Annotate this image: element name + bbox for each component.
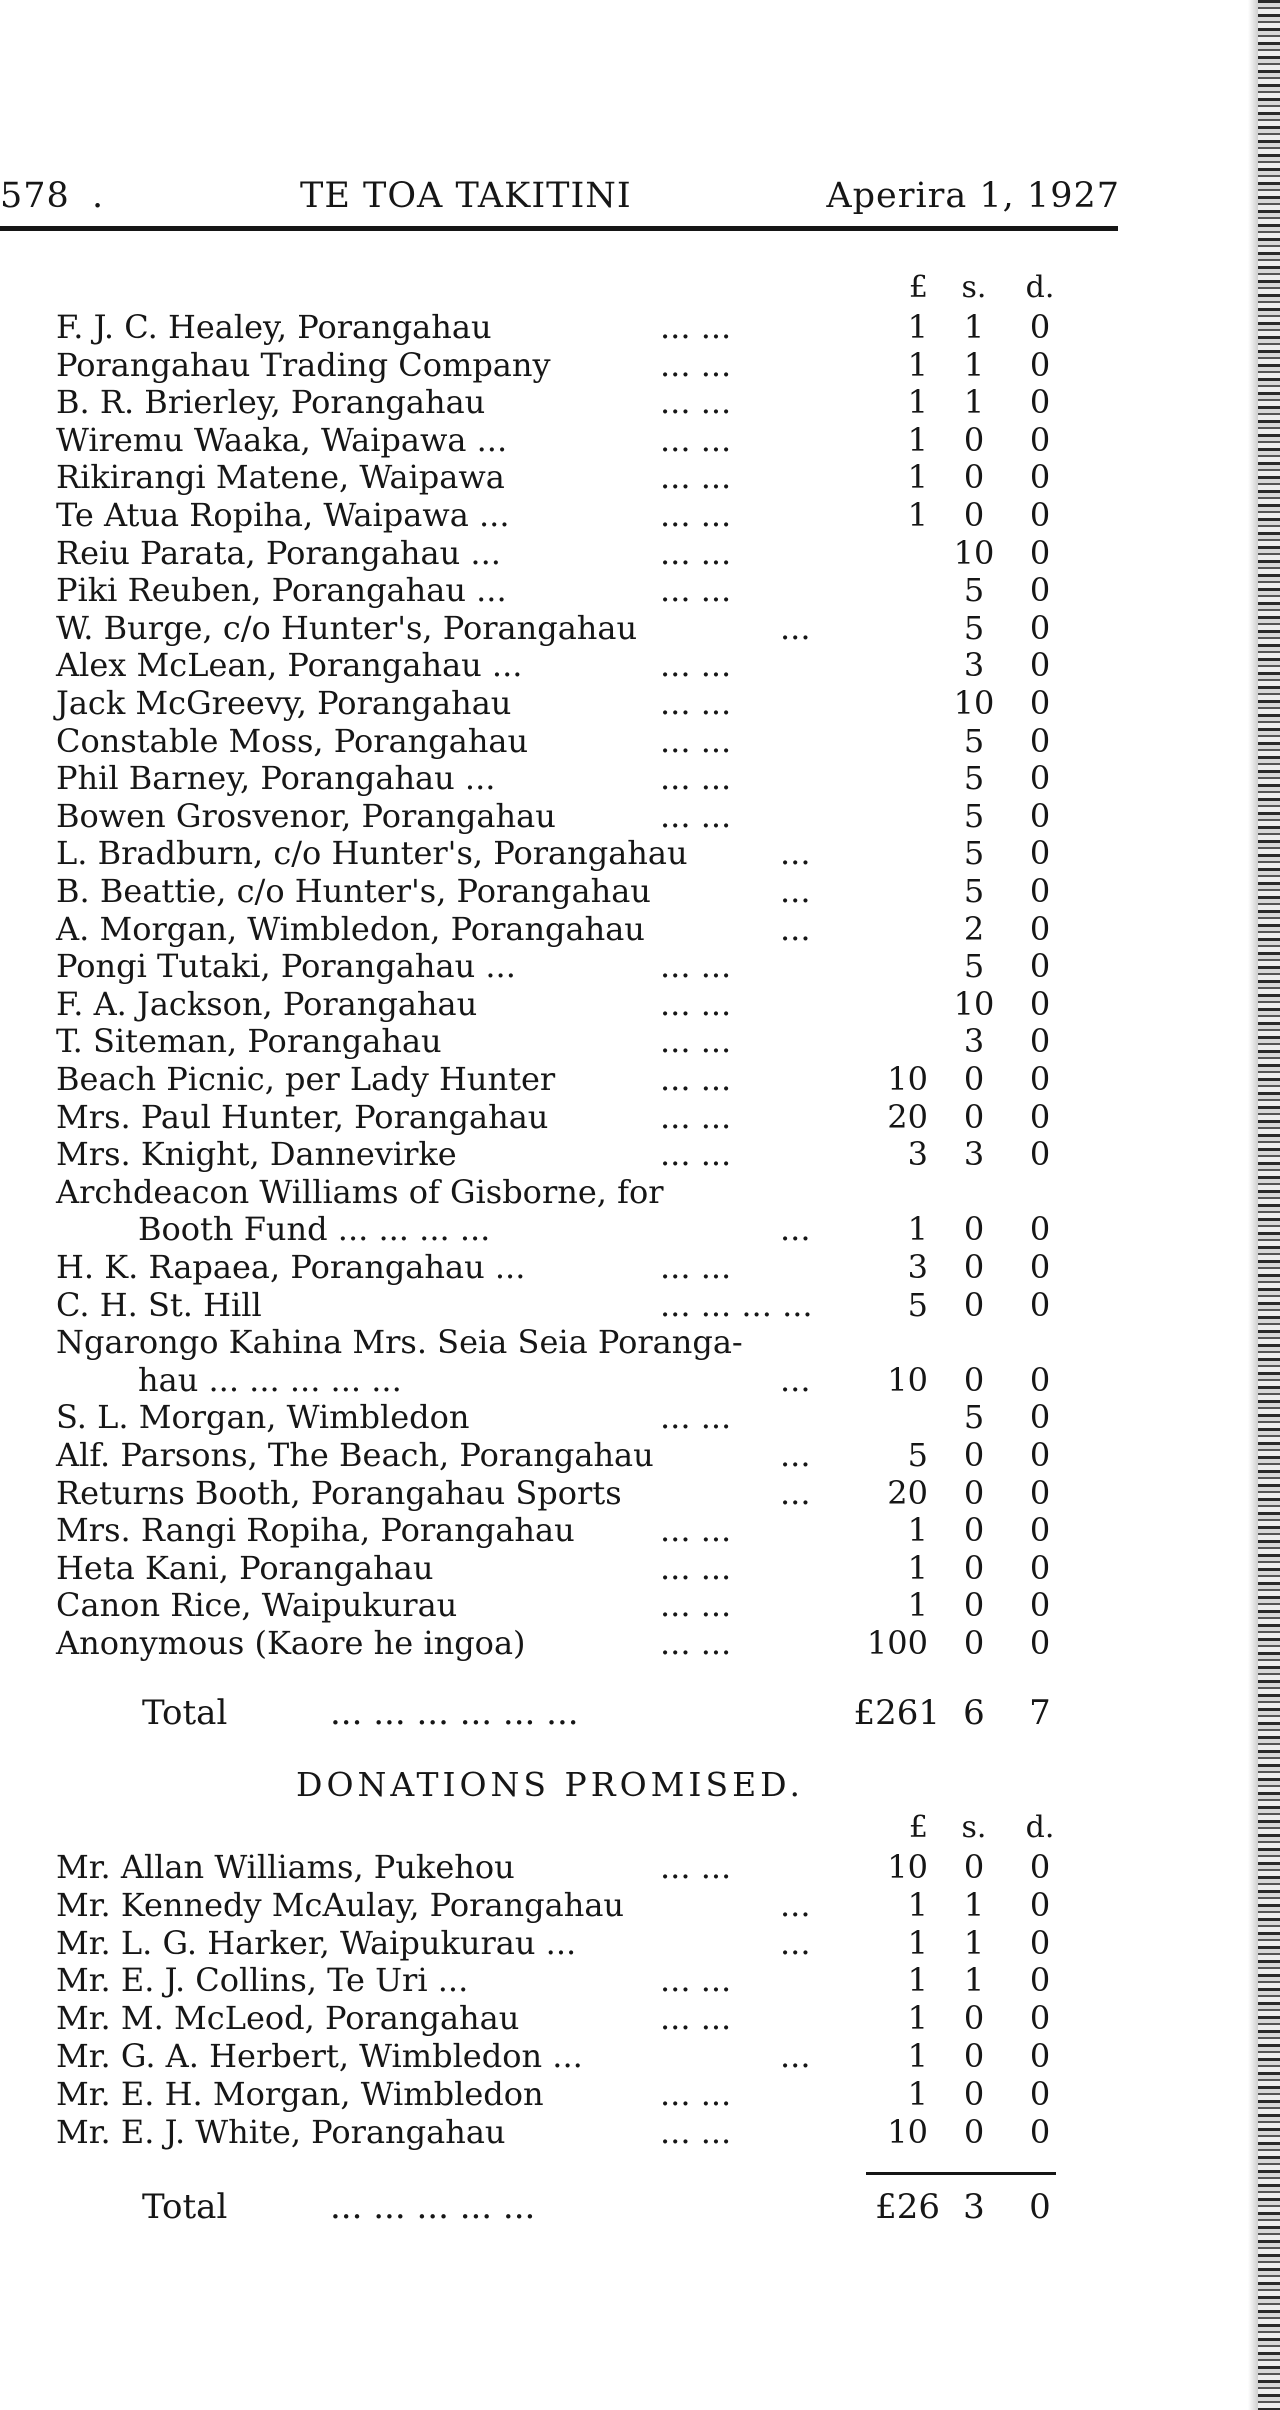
donation-row bbox=[0, 1473, 1100, 1513]
donor-name: Canon Rice, Waipukurau bbox=[56, 1586, 458, 1625]
leader-dots: ... bbox=[780, 1885, 811, 1924]
shillings-value: 0 bbox=[963, 1097, 985, 1136]
pence-value: 0 bbox=[1029, 1097, 1051, 1136]
donor-name: Mr. L. G. Harker, Waipukurau ... bbox=[56, 1923, 577, 1962]
donor-name: Mr. M. McLeod, Porangahau bbox=[56, 1999, 520, 2038]
pounds-value: 1 bbox=[907, 1923, 928, 1962]
donation-row bbox=[0, 1097, 1100, 1137]
pence-value: 0 bbox=[1029, 608, 1051, 647]
leader-dots: ... ... bbox=[660, 684, 732, 722]
donor-name: Mr. E. J. Collins, Te Uri ... bbox=[56, 1961, 469, 2000]
donor-name: B. Beattie, c/o Hunter's, Porangahau bbox=[56, 872, 651, 910]
leader-dots: ... ... bbox=[660, 646, 732, 685]
leader-dots: ... ... ... ... ... bbox=[330, 2187, 536, 2227]
donor-name: Mr. G. A. Herbert, Wimbledon ... bbox=[56, 2037, 583, 2075]
leader-dots: ... ... ... ... bbox=[660, 1285, 813, 1324]
pounds-value: 10 bbox=[887, 1060, 928, 1098]
donor-name: F. J. C. Healey, Porangahau bbox=[56, 308, 492, 346]
pence-value: 0 bbox=[1029, 308, 1051, 346]
shillings-value: 3 bbox=[963, 646, 985, 685]
pence-value: 0 bbox=[1029, 1473, 1051, 1512]
shillings-value: 5 bbox=[963, 834, 985, 873]
pence-value: 0 bbox=[1029, 383, 1051, 422]
shillings-value: 5 bbox=[963, 608, 985, 647]
donation-row bbox=[0, 1548, 1100, 1588]
leader-dots: ... bbox=[780, 1360, 811, 1399]
donor-name: Mr. Allan Williams, Pukehou bbox=[56, 1848, 515, 1886]
shillings-value: 10 bbox=[953, 984, 995, 1023]
pounds-value: 20 bbox=[887, 1097, 928, 1136]
leader-dots: ... ... bbox=[660, 1248, 732, 1286]
donor-name: Mr. Kennedy McAulay, Porangahau bbox=[56, 1885, 624, 1924]
leader-dots: ... bbox=[780, 1436, 811, 1474]
donor-name: B. R. Brierley, Porangahau bbox=[56, 383, 486, 422]
donation-row bbox=[0, 645, 1100, 685]
donor-name: Anonymous (Kaore he ingoa) bbox=[56, 1624, 526, 1662]
leader-dots: ... ... bbox=[660, 420, 732, 459]
donation-row bbox=[0, 1172, 1100, 1249]
leader-dots: ... ... bbox=[660, 759, 732, 798]
pounds-value: 1 bbox=[907, 458, 928, 497]
total-pence: 7 bbox=[1029, 1693, 1051, 1733]
pounds-value: 1 bbox=[907, 308, 928, 346]
leader-dots: ... ... bbox=[660, 1097, 732, 1136]
leader-dots: ... ... bbox=[660, 1961, 732, 2000]
page-edge-shadow bbox=[1248, 0, 1258, 2410]
shillings-value: 1 bbox=[963, 1885, 985, 1924]
leader-dots: ... ... bbox=[660, 383, 732, 422]
shillings-value: 1 bbox=[963, 1923, 985, 1962]
promised-row bbox=[0, 2074, 1100, 2114]
pence-value: 0 bbox=[1029, 796, 1051, 835]
pence-value: 0 bbox=[1029, 1548, 1051, 1587]
publication-title: TE TOA TAKITINI bbox=[300, 176, 632, 216]
donations-total-row bbox=[0, 1693, 1100, 1733]
donation-row bbox=[0, 833, 1100, 873]
shillings-value: 1 bbox=[963, 383, 985, 422]
shillings-value: 0 bbox=[963, 1436, 985, 1474]
donor-name: Mr. E. H. Morgan, Wimbledon bbox=[56, 2074, 544, 2113]
donation-row bbox=[0, 420, 1100, 460]
donor-name: Mrs. Knight, Dannevirke bbox=[56, 1135, 457, 1174]
donation-row bbox=[0, 1397, 1100, 1437]
donation-row bbox=[0, 1021, 1100, 1061]
promised-row bbox=[0, 1847, 1100, 1887]
donation-row bbox=[0, 1134, 1100, 1174]
donor-name: Porangahau Trading Company bbox=[56, 345, 551, 384]
pence-value: 0 bbox=[1029, 1624, 1051, 1662]
leader-dots: ... ... bbox=[660, 721, 732, 760]
pounds-value: 1 bbox=[907, 1511, 928, 1550]
total-label: Total bbox=[142, 1693, 228, 1733]
donation-row bbox=[0, 1510, 1100, 1550]
shillings-value: 0 bbox=[963, 420, 985, 459]
donor-name: A. Morgan, Wimbledon, Porangahau bbox=[56, 909, 645, 948]
pence-value: 0 bbox=[1029, 1360, 1051, 1399]
shillings-value: 2 bbox=[963, 909, 985, 948]
pence-value: 0 bbox=[1029, 1999, 1051, 2038]
shillings-value: 5 bbox=[963, 759, 985, 798]
shillings-header: s. bbox=[961, 270, 987, 305]
leader-dots: ... bbox=[780, 1923, 811, 1962]
pence-value: 0 bbox=[1029, 909, 1051, 948]
pounds-value: 1 bbox=[907, 1961, 928, 2000]
donor-name: Constable Moss, Porangahau bbox=[56, 721, 529, 760]
leader-dots: ... ... bbox=[660, 1135, 732, 1174]
shillings-header: s. bbox=[961, 1810, 987, 1845]
pounds-value: 1 bbox=[907, 1210, 928, 1249]
shillings-value: 10 bbox=[953, 684, 995, 722]
pence-value: 0 bbox=[1029, 1586, 1051, 1625]
donation-row bbox=[0, 307, 1100, 347]
donor-name: T. Siteman, Porangahau bbox=[56, 1022, 442, 1061]
pence-value: 0 bbox=[1029, 1022, 1051, 1061]
pounds-value: 10 bbox=[887, 1848, 928, 1886]
pence-value: 0 bbox=[1029, 834, 1051, 873]
donation-row bbox=[0, 1285, 1100, 1325]
leader-dots: ... ... bbox=[660, 308, 732, 346]
total-label: Total bbox=[142, 2187, 228, 2227]
pence-value: 0 bbox=[1029, 1436, 1051, 1474]
section-heading-donations-promised: DONATIONS PROMISED. bbox=[296, 1765, 804, 1804]
leader-dots: ... ... bbox=[660, 1398, 732, 1437]
pence-header: d. bbox=[1025, 1810, 1055, 1845]
pounds-header: £ bbox=[908, 270, 928, 305]
donor-name: Returns Booth, Porangahau Sports bbox=[56, 1473, 622, 1512]
pounds-value: 1 bbox=[907, 420, 928, 459]
donor-name: L. Bradburn, c/o Hunter's, Porangahau bbox=[56, 834, 688, 873]
leader-dots: ... bbox=[780, 834, 811, 873]
donor-name: S. L. Morgan, Wimbledon bbox=[56, 1398, 470, 1437]
shillings-value: 0 bbox=[963, 2037, 985, 2075]
leader-dots: ... ... bbox=[660, 1848, 732, 1886]
donation-row bbox=[0, 683, 1100, 723]
donor-name: Pongi Tutaki, Porangahau ... bbox=[56, 947, 516, 986]
pence-value: 0 bbox=[1029, 533, 1051, 572]
leader-dots: ... ... bbox=[660, 1624, 732, 1662]
pence-value: 0 bbox=[1029, 1511, 1051, 1550]
shillings-value: 0 bbox=[963, 1999, 985, 2038]
donation-row bbox=[0, 758, 1100, 798]
donation-row bbox=[0, 608, 1100, 648]
leader-dots: ... bbox=[780, 909, 811, 948]
shillings-value: 0 bbox=[963, 1511, 985, 1550]
donations-column-header bbox=[0, 268, 1100, 308]
donation-row bbox=[0, 1059, 1100, 1099]
shillings-value: 0 bbox=[963, 458, 985, 497]
donation-row bbox=[0, 570, 1100, 610]
shillings-value: 0 bbox=[963, 1473, 985, 1512]
promised-row bbox=[0, 2036, 1100, 2076]
leader-dots: ... ... bbox=[660, 1022, 732, 1061]
pence-value: 0 bbox=[1029, 721, 1051, 760]
pence-value: 0 bbox=[1029, 345, 1051, 384]
pounds-value: 20 bbox=[887, 1473, 928, 1512]
total-pounds: £261 bbox=[853, 1693, 940, 1733]
header-rule bbox=[0, 226, 1118, 231]
shillings-value: 5 bbox=[963, 1398, 985, 1437]
shillings-value: 5 bbox=[963, 571, 985, 610]
pence-value: 0 bbox=[1029, 2112, 1051, 2151]
leader-dots: ... ... bbox=[660, 1586, 732, 1625]
shillings-value: 0 bbox=[963, 1848, 985, 1886]
leader-dots: ... ... bbox=[660, 1548, 732, 1587]
pence-value: 0 bbox=[1029, 872, 1051, 910]
donor-name: Jack McGreevy, Porangahau bbox=[56, 684, 512, 722]
pounds-value: 5 bbox=[907, 1285, 928, 1324]
leader-dots: ... bbox=[780, 872, 811, 910]
pounds-value: 1 bbox=[907, 383, 928, 422]
page-number: 578 bbox=[0, 176, 70, 216]
total-shillings: 6 bbox=[963, 1693, 985, 1733]
promised-column-header bbox=[0, 1808, 1100, 1848]
pounds-value: 100 bbox=[866, 1624, 928, 1662]
shillings-value: 5 bbox=[963, 872, 985, 910]
donor-name: Alf. Parsons, The Beach, Porangahau bbox=[56, 1436, 654, 1474]
donor-name: Alex McLean, Porangahau ... bbox=[56, 646, 523, 685]
pounds-value: 1 bbox=[907, 2074, 928, 2113]
pence-value: 0 bbox=[1029, 759, 1051, 798]
pence-value: 0 bbox=[1029, 1285, 1051, 1324]
pounds-value: 1 bbox=[907, 1999, 928, 2038]
pounds-value: 1 bbox=[907, 1586, 928, 1625]
donation-row bbox=[0, 1623, 1100, 1663]
total-pence: 0 bbox=[1029, 2187, 1051, 2227]
pence-value: 0 bbox=[1029, 2037, 1051, 2075]
shillings-value: 0 bbox=[963, 1285, 985, 1324]
pounds-value: 3 bbox=[907, 1135, 928, 1174]
donation-row bbox=[0, 1322, 1100, 1399]
leader-dots: ... ... bbox=[660, 796, 732, 835]
shillings-value: 5 bbox=[963, 796, 985, 835]
pence-value: 0 bbox=[1029, 684, 1051, 722]
leader-dots: ... ... bbox=[660, 345, 732, 384]
leader-dots: ... ... bbox=[660, 2112, 732, 2151]
pence-value: 0 bbox=[1029, 947, 1051, 986]
leader-dots: ... ... ... ... ... ... bbox=[330, 1693, 579, 1733]
pence-value: 0 bbox=[1029, 496, 1051, 534]
pounds-value: 5 bbox=[907, 1436, 928, 1474]
shillings-value: 3 bbox=[963, 1135, 985, 1174]
shillings-value: 10 bbox=[953, 533, 995, 572]
donor-name: Te Atua Ropiha, Waipawa ... bbox=[56, 496, 510, 534]
donor-name: Heta Kani, Porangahau bbox=[56, 1548, 434, 1587]
donation-row bbox=[0, 345, 1100, 385]
donor-name: Ngarongo Kahina Mrs. Seia Seia Poranga- bbox=[56, 1323, 743, 1362]
promised-total-row bbox=[0, 2187, 1100, 2227]
pence-value: 0 bbox=[1029, 458, 1051, 497]
shillings-value: 0 bbox=[963, 1060, 985, 1098]
shillings-value: 0 bbox=[963, 1210, 985, 1249]
donation-row bbox=[0, 721, 1100, 761]
pence-value: 0 bbox=[1029, 1210, 1051, 1249]
donation-row bbox=[0, 909, 1100, 949]
donor-name: C. H. St. Hill bbox=[56, 1285, 262, 1324]
shillings-value: 5 bbox=[963, 721, 985, 760]
leader-dots: ... ... bbox=[660, 571, 732, 610]
donation-row bbox=[0, 1247, 1100, 1287]
leader-dots: ... bbox=[780, 1210, 811, 1249]
shillings-value: 3 bbox=[963, 1022, 985, 1061]
shillings-value: 5 bbox=[963, 947, 985, 986]
promised-row bbox=[0, 1998, 1100, 2038]
promised-row bbox=[0, 2112, 1100, 2152]
promised-row bbox=[0, 1960, 1100, 2000]
shillings-value: 0 bbox=[963, 1586, 985, 1625]
leader-dots: ... ... bbox=[660, 2074, 732, 2113]
leader-dots: ... ... bbox=[660, 1060, 732, 1098]
promised-row bbox=[0, 1923, 1100, 1963]
shillings-value: 0 bbox=[963, 496, 985, 534]
shillings-value: 0 bbox=[963, 2112, 985, 2151]
torn-page-edge bbox=[1258, 0, 1280, 2410]
pounds-header: £ bbox=[908, 1810, 928, 1845]
leader-dots: ... ... bbox=[660, 458, 732, 497]
leader-dots: ... bbox=[780, 608, 811, 647]
donation-row bbox=[0, 495, 1100, 535]
donor-name: Bowen Grosvenor, Porangahau bbox=[56, 796, 556, 835]
pence-value: 0 bbox=[1029, 420, 1051, 459]
donor-name: Mr. E. J. White, Porangahau bbox=[56, 2112, 506, 2151]
pence-value: 0 bbox=[1029, 571, 1051, 610]
donor-name: Reiu Parata, Porangahau ... bbox=[56, 533, 501, 572]
donor-name: W. Burge, c/o Hunter's, Porangahau bbox=[56, 608, 638, 647]
leader-dots: ... ... bbox=[660, 947, 732, 986]
donor-name: F. A. Jackson, Porangahau bbox=[56, 984, 478, 1023]
donation-row bbox=[0, 1435, 1100, 1475]
leader-dots: ... ... bbox=[660, 533, 732, 572]
leader-dots: ... bbox=[780, 1473, 811, 1512]
donor-name: Piki Reuben, Porangahau ... bbox=[56, 571, 507, 610]
donor-name: Rikirangi Matene, Waipawa bbox=[56, 458, 505, 497]
shillings-value: 0 bbox=[963, 2074, 985, 2113]
donor-name: Wiremu Waaka, Waipawa ... bbox=[56, 420, 508, 459]
shillings-value: 1 bbox=[963, 345, 985, 384]
shillings-value: 0 bbox=[963, 1360, 985, 1399]
donor-name: Phil Barney, Porangahau ... bbox=[56, 759, 496, 798]
donor-name-continued: Booth Fund ... ... ... ... bbox=[138, 1210, 491, 1249]
header-separator: . bbox=[92, 176, 105, 216]
pounds-value: 1 bbox=[907, 1885, 928, 1924]
donor-name: Mrs. Rangi Ropiha, Porangahau bbox=[56, 1511, 575, 1550]
donation-row bbox=[0, 533, 1100, 573]
pence-header: d. bbox=[1025, 270, 1055, 305]
shillings-value: 1 bbox=[963, 308, 985, 346]
pence-value: 0 bbox=[1029, 984, 1051, 1023]
pounds-value: 10 bbox=[887, 2112, 928, 2151]
pence-value: 0 bbox=[1029, 1398, 1051, 1437]
pence-value: 0 bbox=[1029, 1248, 1051, 1286]
donation-row bbox=[0, 382, 1100, 422]
pence-value: 0 bbox=[1029, 1135, 1051, 1174]
total-pounds: £26 bbox=[875, 2187, 940, 2227]
shillings-value: 1 bbox=[963, 1961, 985, 2000]
leader-dots: ... bbox=[780, 2037, 811, 2075]
leader-dots: ... ... bbox=[660, 496, 732, 534]
donation-row bbox=[0, 871, 1100, 911]
pounds-value: 1 bbox=[907, 1548, 928, 1587]
shillings-value: 0 bbox=[963, 1548, 985, 1587]
donation-row bbox=[0, 946, 1100, 986]
page-header bbox=[0, 176, 1120, 226]
pounds-value: 3 bbox=[907, 1248, 928, 1286]
pence-value: 0 bbox=[1029, 1923, 1051, 1962]
leader-dots: ... ... bbox=[660, 1999, 732, 2038]
pounds-value: 1 bbox=[907, 2037, 928, 2075]
pence-value: 0 bbox=[1029, 1060, 1051, 1098]
shillings-value: 0 bbox=[963, 1248, 985, 1286]
donor-name: Beach Picnic, per Lady Hunter bbox=[56, 1060, 556, 1098]
pence-value: 0 bbox=[1029, 1961, 1051, 2000]
donor-name: Archdeacon Williams of Gisborne, for bbox=[56, 1172, 664, 1211]
donation-row bbox=[0, 1585, 1100, 1625]
pence-value: 0 bbox=[1029, 646, 1051, 685]
donor-name: H. K. Rapaea, Porangahau ... bbox=[56, 1248, 526, 1286]
pounds-value: 1 bbox=[907, 496, 928, 534]
leader-dots: ... ... bbox=[660, 1511, 732, 1550]
donation-row bbox=[0, 984, 1100, 1024]
total-shillings: 3 bbox=[963, 2187, 985, 2227]
pence-value: 0 bbox=[1029, 2074, 1051, 2113]
pence-value: 0 bbox=[1029, 1848, 1051, 1886]
donation-row bbox=[0, 457, 1100, 497]
promised-row bbox=[0, 1885, 1100, 1925]
pounds-value: 1 bbox=[907, 345, 928, 384]
sum-rule bbox=[866, 2172, 1056, 2175]
pounds-value: 10 bbox=[887, 1360, 928, 1399]
donor-name: Mrs. Paul Hunter, Porangahau bbox=[56, 1097, 549, 1136]
pence-value: 0 bbox=[1029, 1885, 1051, 1924]
shillings-value: 0 bbox=[963, 1624, 985, 1662]
donation-row bbox=[0, 796, 1100, 836]
leader-dots: ... ... bbox=[660, 984, 732, 1023]
issue-date: Aperira 1, 1927 bbox=[826, 176, 1120, 216]
donor-name-continued: hau ... ... ... ... ... bbox=[138, 1360, 402, 1399]
